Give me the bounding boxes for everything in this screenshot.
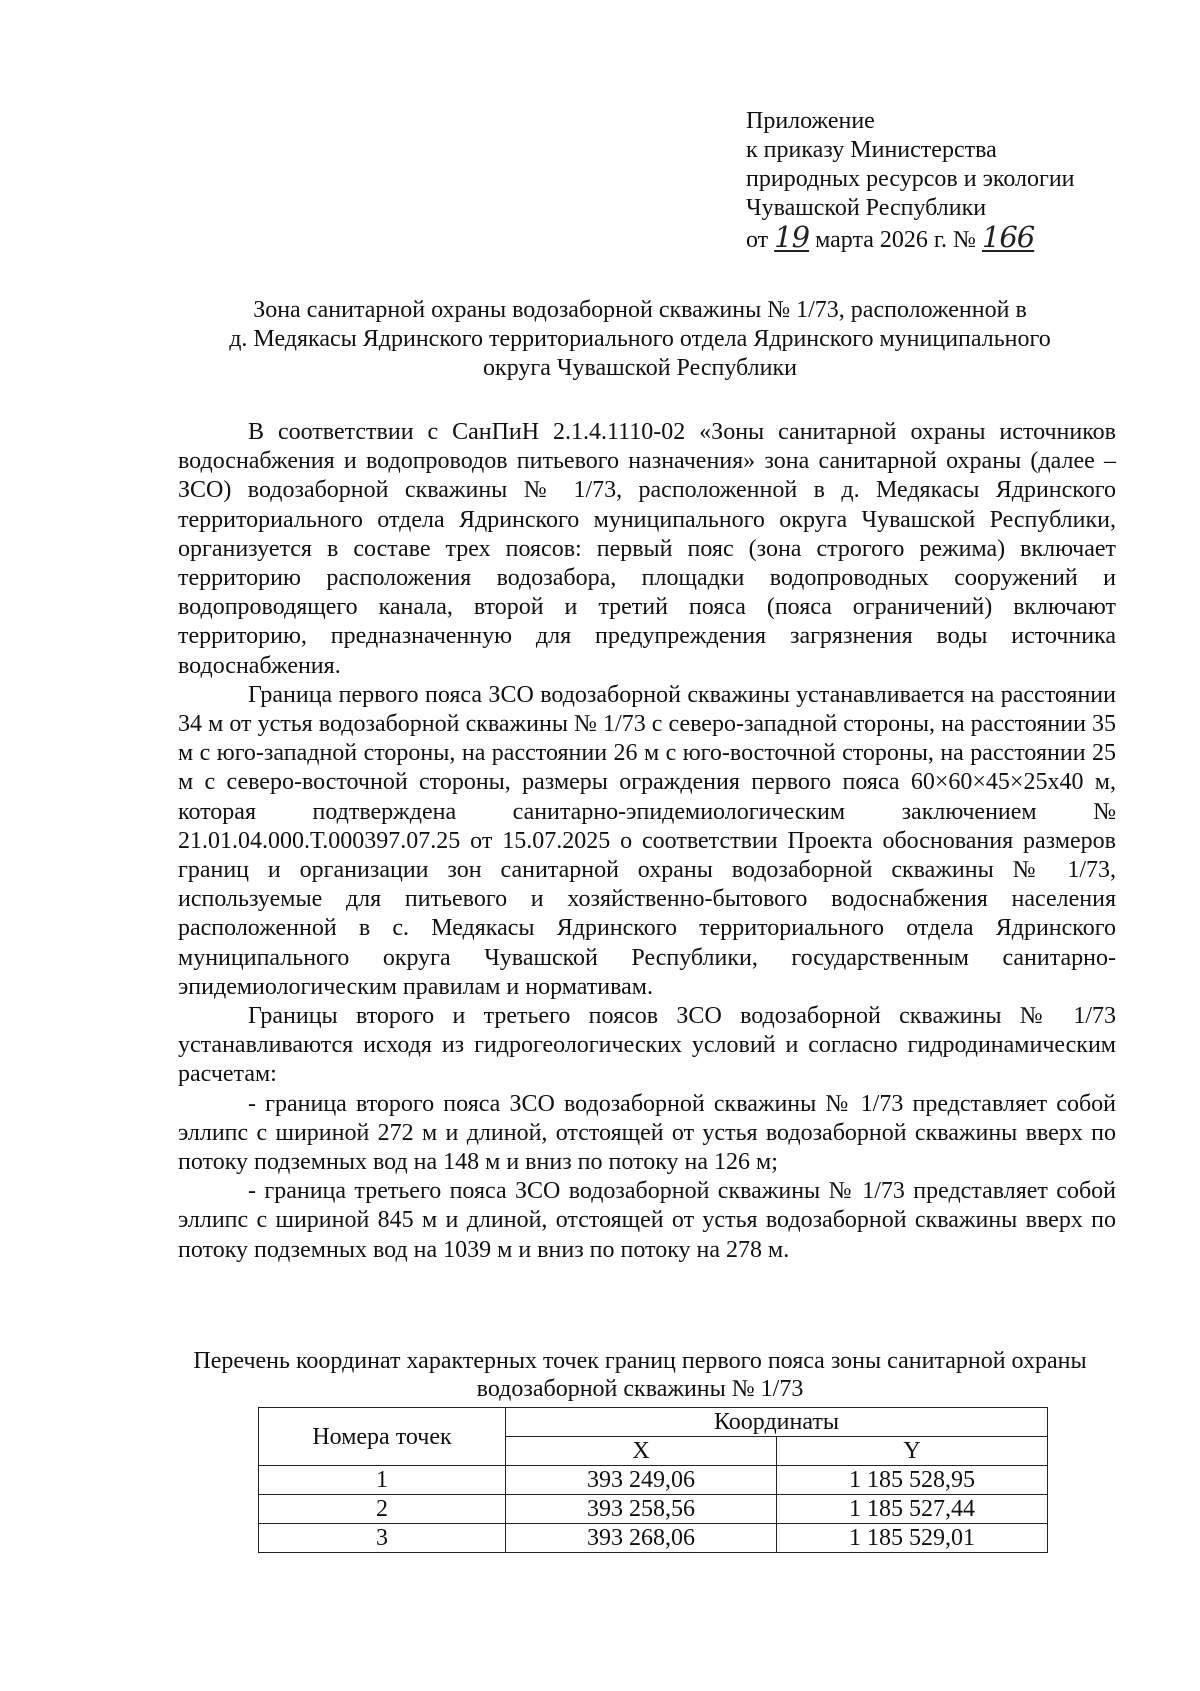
paragraph-second-belt-ellipse: - граница второго пояса ЗСО водозаборной скважины № 1/73 представляет собой эллипс с шириной 272 м и длиной, отстоящей от устья водозаборной скважины вверх по потоку подземных вод на 148 м и вниз по потоку на 126 м;	[178, 1090, 1116, 1176]
table-row	[259, 1524, 1048, 1553]
appendix-block	[746, 107, 1075, 255]
cell-y: 1 185 527,44	[777, 1495, 1048, 1524]
appendix-order-ref: к приказу Министерства	[746, 137, 997, 163]
header-y: Y	[777, 1437, 1048, 1466]
header-x: X	[506, 1437, 777, 1466]
appendix-label: Приложение	[746, 108, 875, 134]
cell-point: 3	[259, 1524, 506, 1553]
header-points: Номера точек	[259, 1408, 506, 1466]
cell-x: 393 268,06	[506, 1524, 777, 1553]
table-row	[259, 1495, 1048, 1524]
paragraph-third-belt-ellipse: - граница третьего пояса ЗСО водозаборной скважины № 1/73 представляет собой эллипс с шириной 845 м и длиной, отстоящей от устья водозаборной скважины вверх по потоку подземных вод на 1039 м и вниз по потоку на 278 м.	[178, 1178, 1116, 1263]
cell-y: 1 185 529,01	[777, 1524, 1048, 1553]
appendix-date-line	[746, 220, 1075, 255]
handwritten-doc-number: 166	[981, 220, 1035, 254]
date-prefix: от	[746, 227, 769, 253]
cell-y: 1 185 528,95	[777, 1466, 1048, 1495]
paragraph-second-third-belts: Границы второго и третьего поясов ЗСО водозаборной скважины № 1/73 устанавливаются исходя из гидрогеологических условий и согласно гидродинамическим расчетам:	[178, 1003, 1116, 1088]
paragraph-intro: В соответствии с СанПиН 2.1.4.1110-02 «Зоны санитарной охраны источников водоснабжения и водопроводов питьевого назначения» зона санитарной охраны (далее – ЗСО) водозаборной скважины № 1/73, расположенной в д. Медякасы Ядринского территориального отдела Ядринского муниципального округа Чувашской Республики, организуется в составе трех поясов: первый пояс (зона строгого режима) включает территорию расположения водозабора, площадки водопроводных сооружений и водопроводящего канала, второй и третий пояса (пояса ограничений) включают территорию, предназначенную для предупреждения загрязнения воды источника водоснабжения.	[178, 419, 1116, 679]
handwritten-day: 19	[774, 220, 810, 254]
cell-x: 393 258,56	[506, 1495, 777, 1524]
cell-point: 2	[259, 1495, 506, 1524]
appendix-ministry: природных ресурсов и экологии	[746, 166, 1075, 192]
cell-x: 393 249,06	[506, 1466, 777, 1495]
date-rest: марта 2026 г. №	[815, 227, 976, 253]
appendix-republic: Чувашской Республики	[746, 195, 987, 221]
coordinates-table	[258, 1407, 1048, 1553]
table-header-row	[259, 1408, 1048, 1437]
title-line-3: округа Чувашской Республики	[483, 355, 797, 381]
document-title	[160, 296, 1120, 383]
document-body	[178, 418, 1116, 1265]
header-coordinates: Координаты	[506, 1408, 1048, 1437]
title-line-2: д. Медякасы Ядринского территориального отдела Ядринского муниципального	[229, 326, 1051, 352]
cell-point: 1	[259, 1466, 506, 1495]
paragraph-first-belt: Граница первого пояса ЗСО водозаборной скважины устанавливается на расстоянии 34 м от устья водозаборной скважины № 1/73 с северо-западной стороны, на расстоянии 35 м с юго-западной стороны, на расстоянии 26 м с юго-восточной стороны, на расстоянии 25 м с северо-восточной стороны, размеры ограждения первого пояса 60×60×45×25х40 м, которая подтверждена санитарно-эпидемиологическим заключением № 21.01.04.000.Т.000397.07.25 от 15.07.2025 о соответствии Проекта обоснования размеров границ и организации зон санитарной охраны водозаборной скважины № 1/73, используемые для питьевого и хозяйственно-бытового водоснабжения населения расположенной в с. Медякасы Ядринского территориального отдела Ядринского муниципального округа Чувашской Республики, государственным санитарно-эпидемиологическим правилам и нормативам.	[178, 681, 1116, 1000]
title-line-1: Зона санитарной охраны водозаборной скважины № 1/73, расположенной в	[253, 297, 1027, 323]
table-row	[259, 1466, 1048, 1495]
table-caption: Перечень координат характерных точек границ первого пояса зоны санитарной охраны водозаборной скважины № 1/73	[193, 1348, 1087, 1402]
